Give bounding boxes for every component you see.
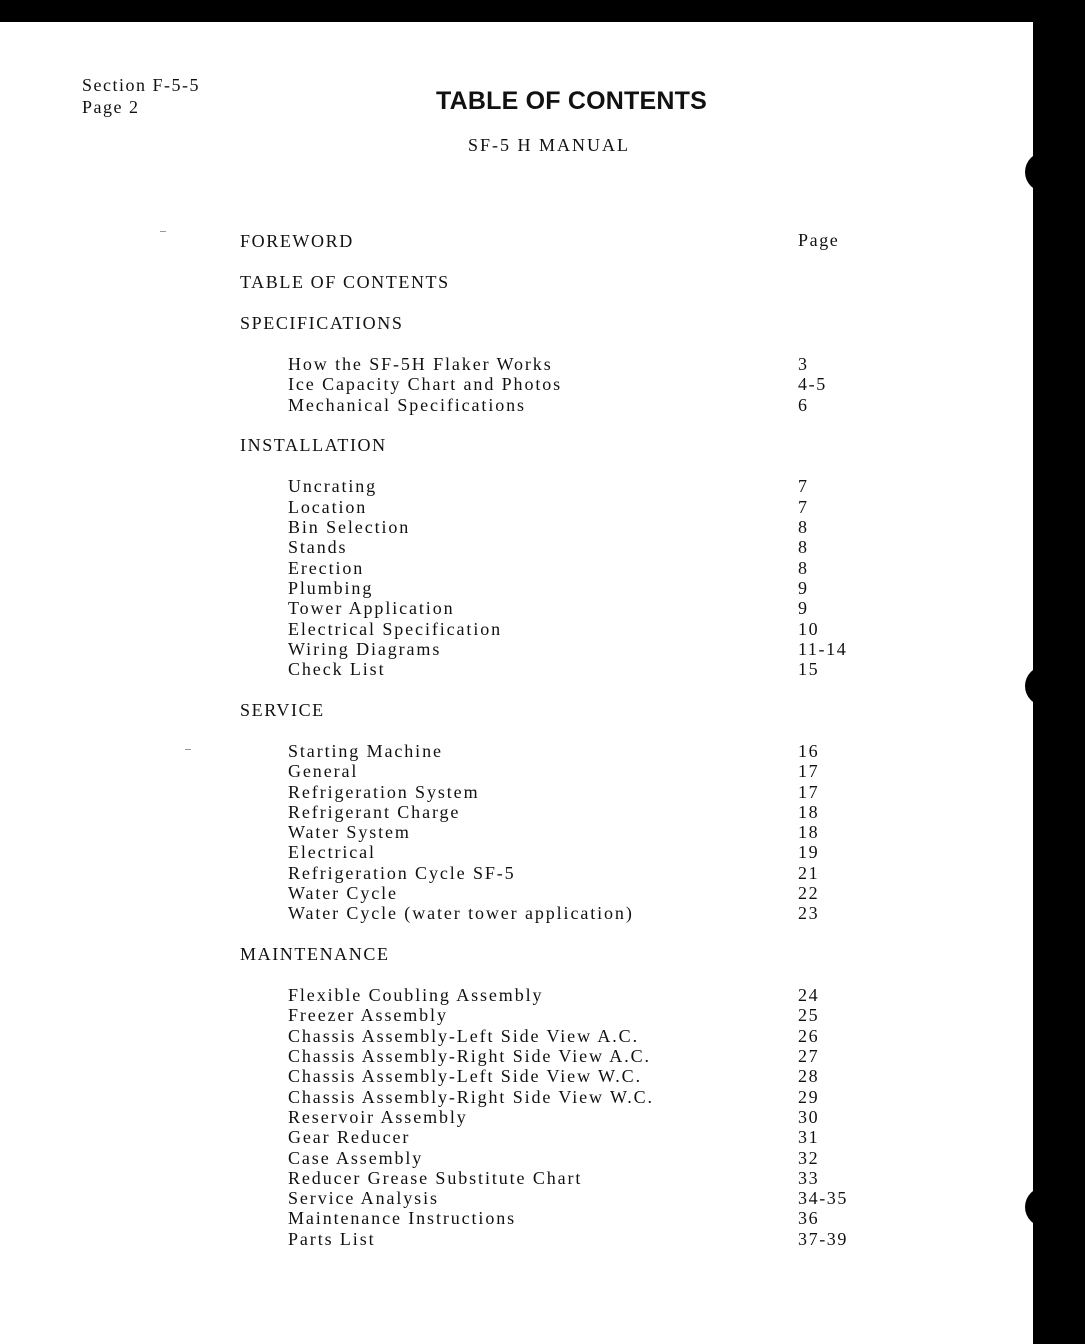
toc-entry-page: 7 <box>798 496 809 517</box>
toc-entry-page: 9 <box>798 598 809 619</box>
toc-entry-label: Water System <box>288 822 411 843</box>
toc-entry-page: 4-5 <box>798 374 827 395</box>
toc-entry-page: 32 <box>798 1147 820 1168</box>
toc-entry-page: 21 <box>798 862 820 883</box>
toc-entry-label: Location <box>288 496 368 517</box>
toc-entry-label: Refrigerant Charge <box>288 801 461 822</box>
toc-entry-page: 18 <box>798 801 820 822</box>
toc-entry-page: 3 <box>798 354 809 374</box>
toc-entry-label: Plumbing <box>288 577 374 598</box>
toc-entry-label: Starting Machine <box>288 740 443 761</box>
toc-entry-label: Check List <box>288 659 386 680</box>
toc-entry-page: 17 <box>798 781 820 802</box>
toc-entry-page: 18 <box>798 822 820 843</box>
toc-entry-page: 16 <box>798 740 820 761</box>
toc-entry-label: Parts List <box>288 1228 376 1249</box>
toc-entry-label: Refrigeration System <box>288 781 480 802</box>
toc-entry-page: 28 <box>798 1066 820 1087</box>
toc-entry-page: 33 <box>798 1167 820 1188</box>
toc-entry-label: Uncrating <box>288 476 378 497</box>
toc-entry-label: Mechanical Specifications <box>288 394 526 415</box>
toc-section-heading: TABLE OF CONTENTS <box>240 272 450 292</box>
toc-section-heading: FOREWORD <box>240 231 354 251</box>
toc-entry-page: 34-35 <box>798 1188 848 1209</box>
toc-entry-label: Flexible Coubling Assembly <box>288 985 544 1006</box>
toc-entry-label: Wiring Diagrams <box>288 638 442 659</box>
toc-entry-page: 22 <box>798 883 820 903</box>
toc-entry-page: 37-39 <box>798 1228 848 1249</box>
toc-entry-label: Electrical <box>288 842 376 863</box>
toc-entry-label: General <box>288 761 359 782</box>
toc-entry-page: 11-14 <box>798 638 848 659</box>
toc-section-heading: SERVICE <box>240 699 325 720</box>
toc-entry-label: Water Cycle <box>288 883 398 903</box>
toc-entry-label: Chassis Assembly-Right Side View A.C. <box>288 1046 651 1066</box>
toc-entry-label: Case Assembly <box>288 1147 424 1168</box>
page-reference: Page 2 <box>82 97 140 117</box>
toc-entry-label: Reducer Grease Substitute Chart <box>288 1167 583 1188</box>
toc-entry-page: 25 <box>798 1005 820 1026</box>
toc-entry-page: 23 <box>798 903 820 924</box>
page-title: TABLE OF CONTENTS <box>436 87 707 115</box>
toc-entry-page: 8 <box>798 557 809 578</box>
toc-entry-page: 9 <box>798 577 809 598</box>
toc-entry-page: 36 <box>798 1208 820 1229</box>
toc-entry-page: 10 <box>798 618 820 639</box>
toc-entry-label: Maintenance Instructions <box>288 1208 517 1229</box>
toc-entry-page: 6 <box>798 394 809 415</box>
toc-entry-label: Service Analysis <box>288 1188 439 1209</box>
toc-entry-page: 29 <box>798 1086 820 1107</box>
toc-entry-label: Chassis Assembly-Left Side View W.C. <box>288 1066 642 1087</box>
toc-entry-label: Freezer Assembly <box>288 1005 448 1026</box>
document-page <box>0 22 1033 1344</box>
toc-entry-label: Electrical Specification <box>288 618 503 639</box>
toc-entry-page: 15 <box>798 659 820 680</box>
toc-entry-label: Chassis Assembly-Right Side View W.C. <box>288 1086 654 1107</box>
toc-entry-label: Stands <box>288 537 348 558</box>
toc-section-heading: SPECIFICATIONS <box>240 313 404 333</box>
toc-entry-page: 19 <box>798 842 820 863</box>
toc-entry-page: 8 <box>798 517 809 537</box>
toc-entry-label: Ice Capacity Chart and Photos <box>288 374 563 395</box>
toc-entry-label: Refrigeration Cycle SF-5 <box>288 862 516 883</box>
scan-speck <box>185 749 191 750</box>
toc-entry-label: Gear Reducer <box>288 1127 411 1148</box>
toc-entry-page: 30 <box>798 1106 820 1127</box>
toc-section-heading: MAINTENANCE <box>240 944 390 965</box>
toc-entry-label: Water Cycle (water tower application) <box>288 903 634 924</box>
toc-entry-label: Erection <box>288 557 365 578</box>
toc-entry-page: 8 <box>798 537 809 558</box>
scan-speck <box>160 231 166 232</box>
page-column-label: Page <box>798 230 840 250</box>
toc-entry-label: Reservoir Assembly <box>288 1106 468 1127</box>
toc-entry-label: Tower Application <box>288 598 455 619</box>
toc-entry-page: 27 <box>798 1046 820 1066</box>
toc-section-heading: INSTALLATION <box>240 435 387 456</box>
toc-entry-page: 24 <box>798 985 820 1006</box>
toc-entry-page: 7 <box>798 476 809 497</box>
toc-entry-page: 17 <box>798 761 820 782</box>
toc-entry-label: Chassis Assembly-Left Side View A.C. <box>288 1025 639 1046</box>
toc-entry-label: How the SF-5H Flaker Works <box>288 354 553 374</box>
toc-entry-page: 31 <box>798 1127 820 1148</box>
toc-entry-label: Bin Selection <box>288 517 411 537</box>
manual-subtitle: SF-5 H MANUAL <box>468 135 631 155</box>
toc-entry-page: 26 <box>798 1025 820 1046</box>
section-reference: Section F-5-5 <box>82 75 200 95</box>
